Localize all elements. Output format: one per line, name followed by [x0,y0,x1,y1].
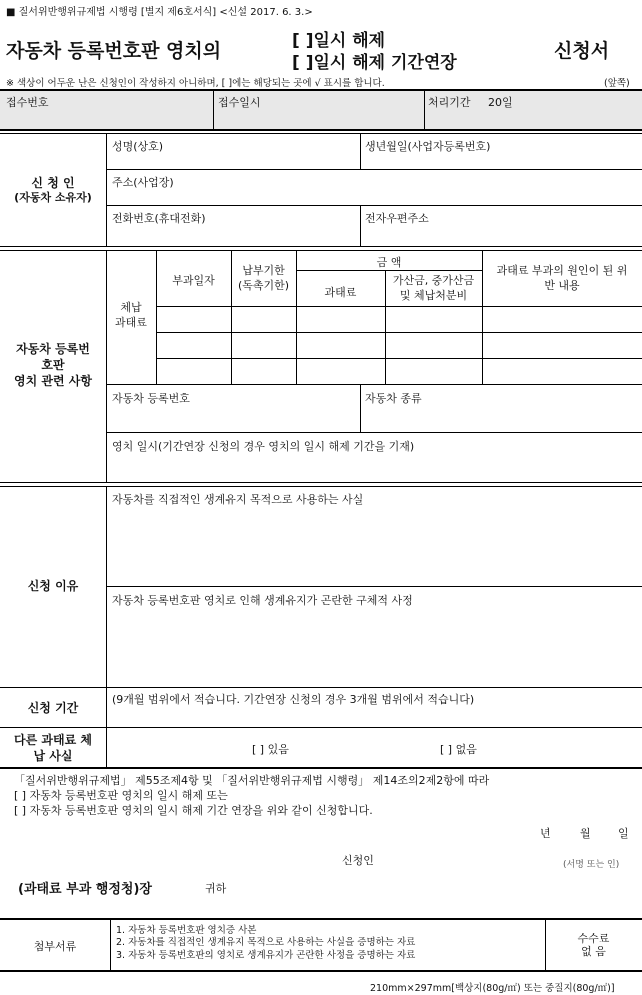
reason-section-label: 신청 이유 [27,579,79,593]
period-section-label: 신청 기간 [27,701,79,715]
col-due-line1: 납부기한 [242,264,285,277]
receipt-shaded-area [0,91,642,129]
attachment-item: 2. 자동차를 직접적인 생계유지 목적으로 사용하는 사실을 증명하는 자료 [116,937,416,949]
other-arrears-line1: 다른 과태료 체 [14,733,92,747]
applicant-email-field[interactable]: 전자우편주소 [365,212,429,225]
seizure-section-line1: 자동차 등록번 [16,342,90,356]
signature-placeholder[interactable]: (서명 또는 인) [563,860,620,870]
declaration-legal-basis: 「질서위반행위규제법」 제55조제4항 및 「질서위반행위규제법 시행령」 제14조의2제2항에 따라 [14,774,490,787]
applicant-section-subtitle: (자동차 소유자) [14,191,92,205]
date-year-label: 년 [540,827,551,840]
unpaid-label-line1: 체납 [120,301,142,314]
col-due-date [231,264,296,294]
col-additional-charges [385,274,482,304]
vehicle-type-field[interactable]: 자동차 종류 [365,392,422,405]
addressee-honorific: 귀하 [205,882,227,895]
attachments-label: 첨부서류 [33,940,77,953]
reason-livelihood-use-field[interactable]: 자동차를 직접적인 생계유지 목적으로 사용하는 사실 [112,493,364,506]
form-title-main: 자동차 등록번호판 영치의 [6,40,222,62]
seizure-section-label [0,341,106,390]
attachment-item: 3. 자동차 등록번호판의 영치로 생계유지가 곤란한 사정을 증명하는 자료 [116,949,416,961]
page-side-label: (앞쪽) [604,78,630,89]
col-due-line2: (독촉기한) [237,278,290,292]
applicant-phone-field[interactable]: 전화번호(휴대전화) [112,212,206,225]
declaration-option-release[interactable]: [ ] 자동차 등록번호판 영치의 일시 해제 또는 [14,789,228,802]
attachment-item: 1. 자동차 등록번호판 영치증 사본 [116,925,257,936]
applicant-section-title: 신 청 인 [31,176,75,190]
receipt-number-label: 접수번호 [6,96,49,109]
applicant-birth-field[interactable]: 생년월일(사업자등록번호) [365,140,491,153]
applicant-name-field[interactable]: 성명(상호) [112,140,164,153]
unpaid-label-line2: 과태료 [115,316,147,330]
form-title-option-extension: [ ]일시 해제 기간연장 [292,53,457,73]
processing-period-value: 20일 [488,96,513,109]
col-extra-line1: 가산금, 중가산금 [392,274,475,287]
seizure-section-line3: 영치 관련 사항 [14,374,92,389]
arrears-yes-checkbox[interactable]: [ ] 있음 [252,743,289,756]
fee-value: 없 음 [581,945,606,959]
unpaid-fines-label [106,300,156,331]
law-reference: ■ 질서위반행위규제법 시행령 [별지 제6호서식] <신설 2017. 6. 3.> [6,7,313,18]
paper-spec-footer: 210mm×297mm[백상지(80g/㎡) 또는 중질지(80g/㎡)] [370,983,615,994]
date-month-label: 월 [580,827,591,840]
seizure-section-line2: 호판 [41,358,65,373]
instruction-note: ※ 색상이 어두운 난은 신청인이 작성하지 아니하며, [ ]에는 해당되는 곳에 √ 표시를 합니다. [6,78,385,89]
seizure-date-field[interactable]: 영치 일시(기간연장 신청의 경우 영치의 일시 해제 기간을 기재) [112,440,415,453]
col-cause-line1: 과태료 부과의 원인이 된 위 [496,264,628,277]
period-field[interactable]: (9개월 범위에서 적습니다. 기간연장 신청의 경우 3개월 범위에서 적습니다) [112,693,475,706]
attachments-list [116,925,415,962]
col-amount: 금 액 [376,256,402,269]
fee-info [545,932,642,958]
applicant-sign-label: 신청인 [342,854,374,867]
applicant-address-field[interactable]: 주소(사업장) [112,176,174,189]
col-fine: 과태료 [324,286,357,299]
date-day-label: 일 [618,827,629,840]
applicant-section-label [0,175,106,206]
col-cause-line2: 반 내용 [544,278,580,292]
arrears-no-checkbox[interactable]: [ ] 없음 [440,743,477,756]
receipt-date-label: 접수일시 [218,96,261,109]
fee-label: 수수료 [577,932,610,945]
form-title-end: 신청서 [554,40,610,62]
reason-hardship-field[interactable]: 자동차 등록번호판 영치로 인해 생계유지가 곤란한 구체적 사정 [112,594,413,607]
col-extra-line2: 및 체납처분비 [399,288,468,302]
col-imposition-date: 부과일자 [172,274,215,287]
vehicle-registration-field[interactable]: 자동차 등록번호 [112,392,190,405]
processing-period-label: 처리기간 [428,96,471,109]
other-arrears-line2: 납 사실 [33,749,73,764]
col-violation-cause [482,264,642,294]
other-arrears-section-label [0,732,106,764]
form-title-option-release: [ ]일시 해제 [292,31,386,51]
addressee-authority: (과태료 부과 행정청)장 [18,882,152,897]
declaration-option-extension[interactable]: [ ] 자동차 등록번호판 영치의 일시 해제 기간 연장을 위와 같이 신청합니다. [14,804,373,817]
